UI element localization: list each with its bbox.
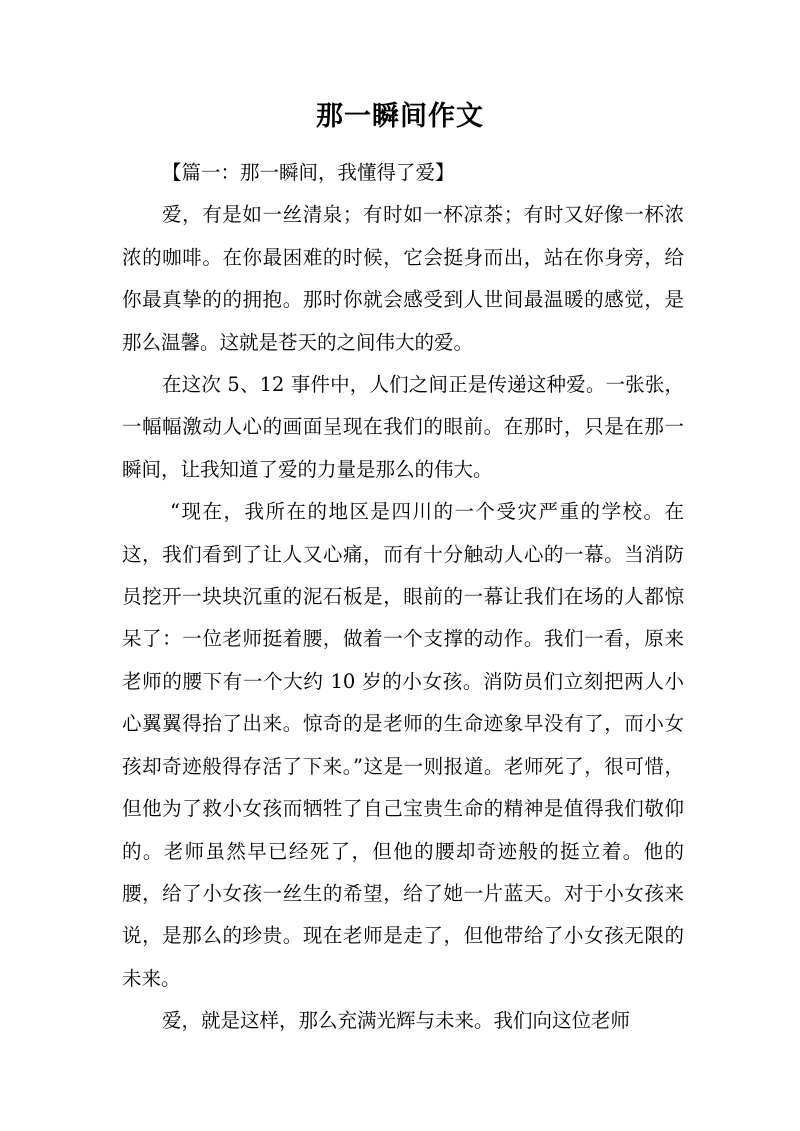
document-body [122, 152, 684, 1043]
section-heading: 【篇一：那一瞬间，我懂得了爱】 [162, 161, 455, 184]
paragraph-3: “现在，我所在的地区是四川的一个受灾严重的学校。在这，我们看到了让人又心痛，而有十分触动人心的一幕。当消防员挖开一块块沉重的泥石板是，眼前的一幕让我们在场的人都惊呆了：一位老师挺着腰，做着一个支撑的动作。我们一看，原来老师的腰下有一个大约 10 岁的小女孩。消防员们立刻把两人小心翼翼得抬了出来。惊奇的是老师的生命迹象早没有了，而小女孩却奇迹般得存活了下来。”这是一则报道。老师死了，很可惜，但他为了救小女孩而牺牲了自己宝贵生命的精神是值得我们敬仰的。老师虽然早已经死了，但他的腰却奇迹般的挺立着。他的腰，给了小女孩一丝生的希望，给了她一片蓝天。对于小女孩来说，是那么的珍贵。现在老师是走了，但他带给了小女孩无限的未来。 [122, 500, 684, 990]
paragraph-2: 在这次 5、12 事件中，人们之间正是传递这种爱。一张张，一幅幅激动人心的画面呈现在我们的眼前。在那时，只是在那一瞬间，让我知道了爱的力量是那么的伟大。 [122, 373, 684, 481]
document-title: 那一瞬间作文 [316, 101, 484, 132]
paragraph-4: 爱，就是这样，那么充满光辉与未来。我们向这位老师 [162, 1009, 631, 1033]
paragraph-1: 爱，有是如一丝清泉；有时如一杯凉茶；有时又好像一杯浓浓的咖啡。在你最困难的时候，它会挺身而出，站在你身旁，给你最真挚的的拥抱。那时你就会感受到人世间最温暖的感觉，是那么温馨。这就是苍天的之间伟大的爱。 [122, 203, 684, 354]
